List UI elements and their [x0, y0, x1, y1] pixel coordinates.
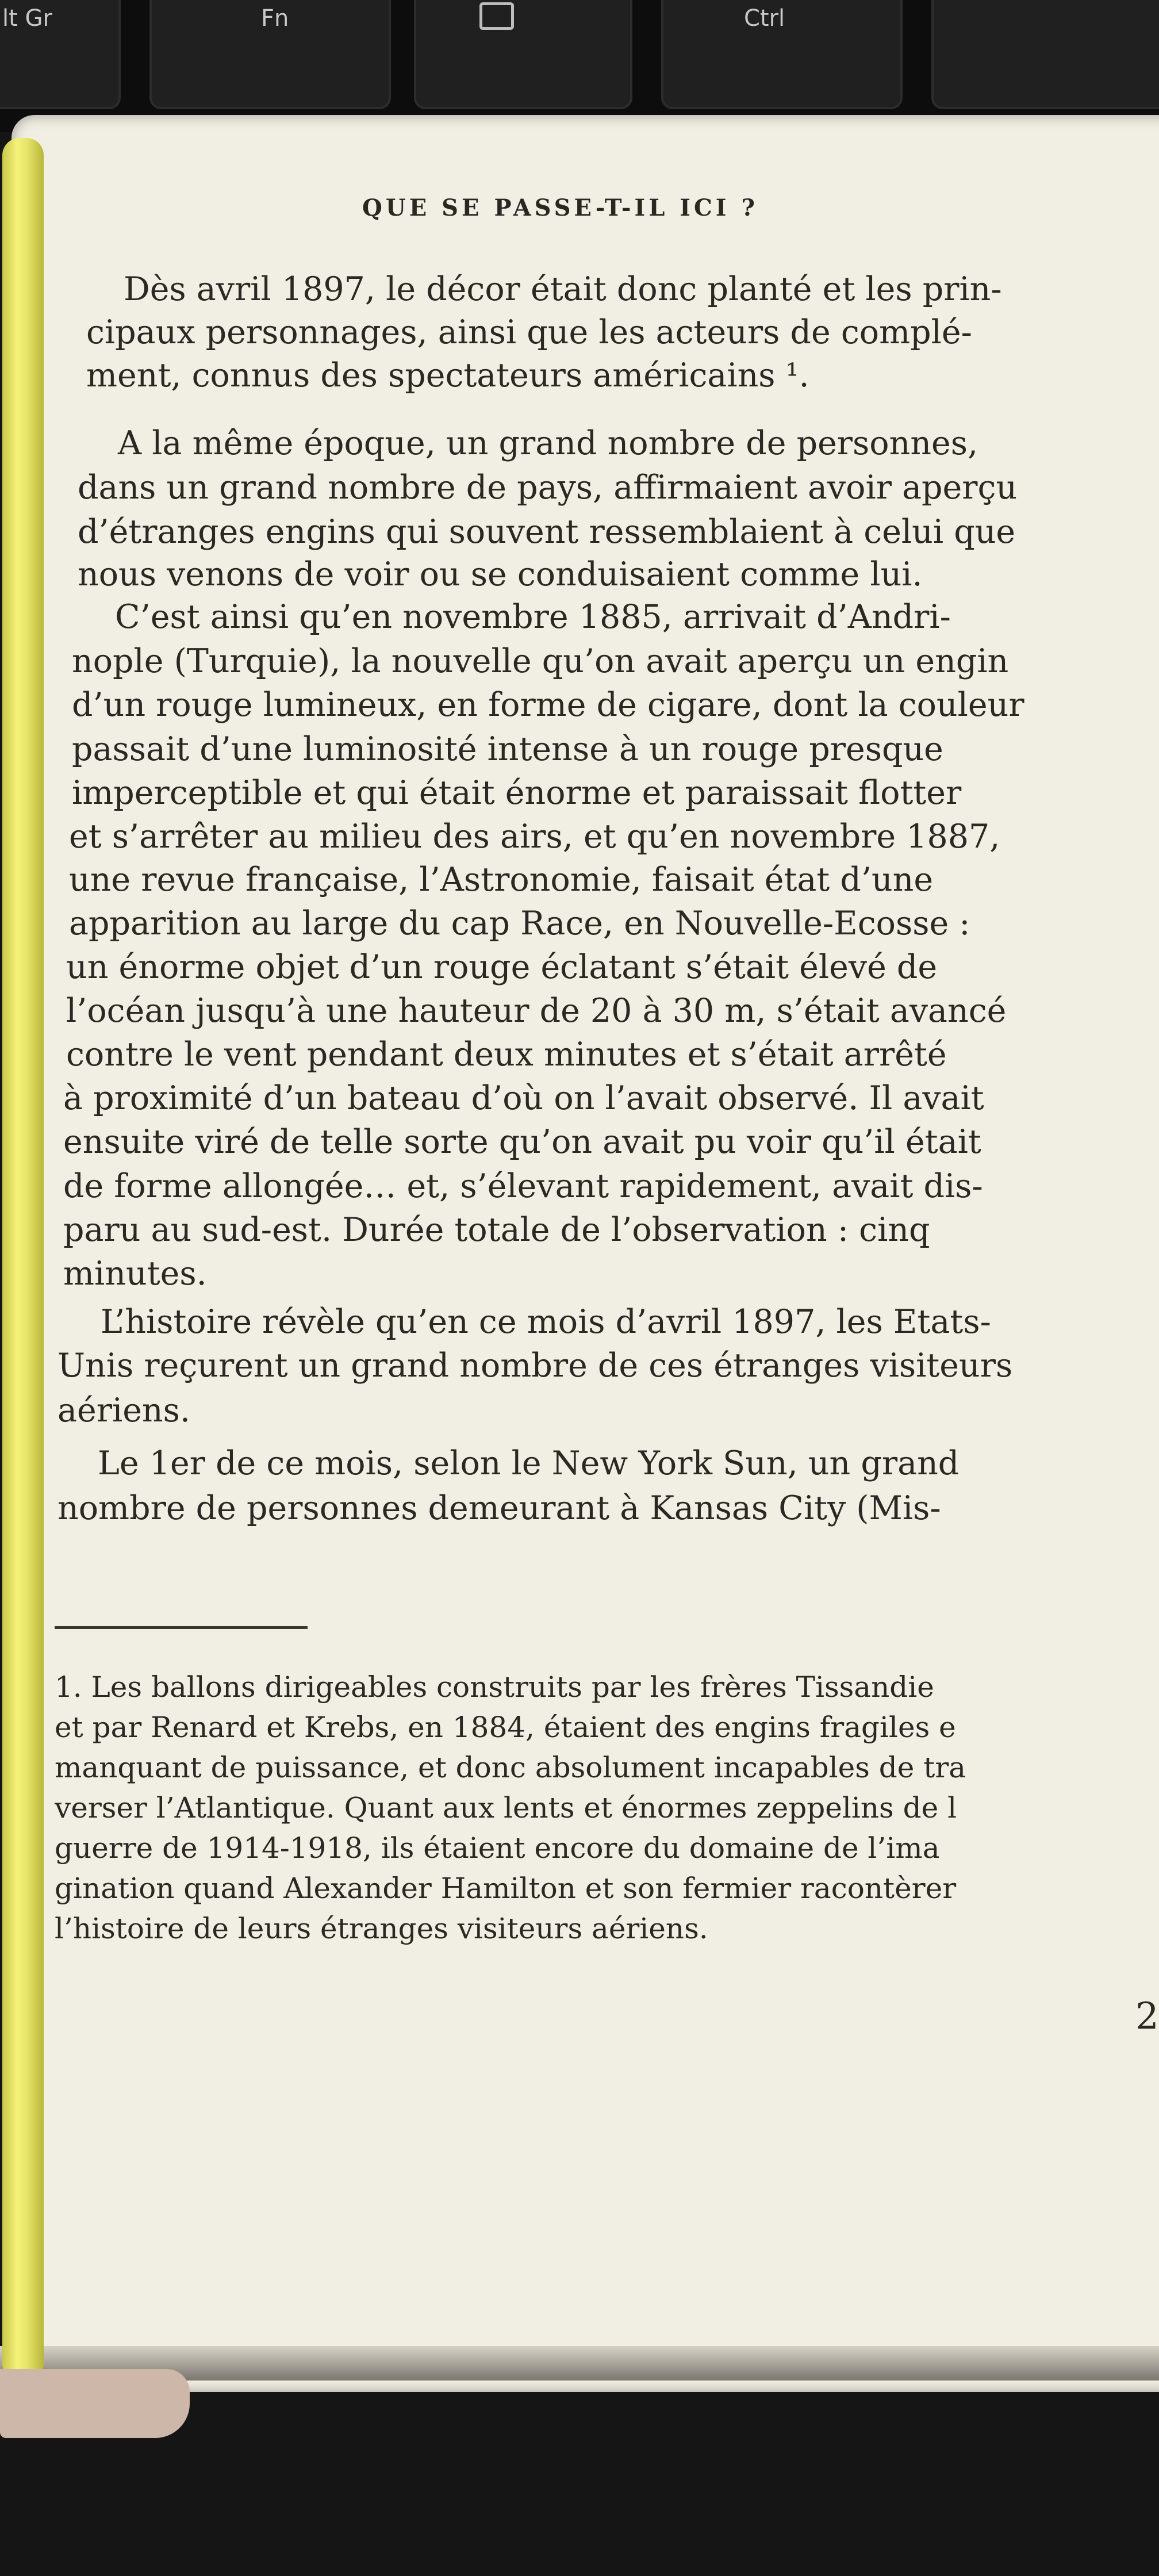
body-line: Dès avril 1897, le décor était donc planté et les prin-: [124, 270, 1002, 308]
key-fn: [149, 0, 391, 109]
body-line: L’histoire révèle qu’en ce mois d’avril 1897, les Etats-: [101, 1303, 991, 1341]
key-menu: [414, 0, 632, 109]
body-line: de forme allongée… et, s’élevant rapidement, avait dis-: [63, 1167, 983, 1205]
body-line: C’est ainsi qu’en novembre 1885, arrivait d’Andri-: [115, 598, 951, 636]
footnote-line: 1. Les ballons dirigeables construits par les frères Tissandie: [55, 1670, 934, 1704]
body-line: minutes.: [63, 1255, 207, 1293]
body-line: d’étranges engins qui souvent ressemblaient à celui que: [78, 513, 1016, 551]
footnote-line: et par Renard et Krebs, en 1884, étaient des engins fragiles e: [55, 1711, 956, 1744]
key-ctrl: [661, 0, 903, 109]
body-line: aériens.: [57, 1392, 191, 1429]
bookmark-ribbon: [2, 138, 44, 2380]
body-line: d’un rouge lumineux, en forme de cigare, dont la couleur: [72, 686, 1024, 724]
footnote-line: gination quand Alexander Hamilton et son fermier racontèrer: [55, 1872, 957, 1905]
key-fn-label: Fn: [261, 5, 289, 32]
keyboard: [0, 0, 1159, 132]
body-line: à proximité d’un bateau d’où on l’avait observé. Il avait: [63, 1079, 984, 1117]
body-line: nombre de personnes demeurant à Kansas City (Mis-: [57, 1489, 941, 1527]
running-head: QUE SE PASSE-T-IL ICI ?: [362, 194, 758, 221]
body-line: passait d’une luminosité intense à un rouge presque: [72, 730, 943, 768]
body-line: A la même époque, un grand nombre de personnes,: [118, 424, 978, 462]
body-line: paru au sud-est. Durée totale de l’observation : cinq: [63, 1211, 930, 1249]
body-line: l’océan jusqu’à une hauteur de 20 à 30 m, s’était avancé: [66, 992, 1007, 1030]
menu-key-icon: [479, 2, 514, 30]
body-line: ment, connus des spectateurs américains ¹.: [86, 356, 809, 394]
footnote-line: manquant de puissance, et donc absolument incapables de tra: [55, 1751, 966, 1784]
body-line: ensuite viré de telle sorte qu’on avait pu voir qu’il était: [63, 1123, 981, 1161]
body-line: apparition au large du cap Race, en Nouvelle-Ecosse :: [69, 904, 970, 942]
body-line: nople (Turquie), la nouvelle qu’on avait aperçu un engin: [72, 642, 1009, 680]
page-number: 2: [1135, 1995, 1159, 2038]
body-line: Le 1er de ce mois, selon le New York Sun, un grand: [98, 1444, 960, 1482]
body-line: contre le vent pendant deux minutes et s’était arrêté: [66, 1036, 947, 1074]
body-line: imperceptible et qui était énorme et paraissait flotter: [72, 774, 962, 812]
body-line: un énorme objet d’un rouge éclatant s’était élevé de: [66, 948, 938, 986]
footnote-line: verser l’Atlantique. Quant aux lents et énormes zeppelins de l: [55, 1791, 957, 1824]
footnote-line: l’histoire de leurs étranges visiteurs aériens.: [55, 1912, 708, 1945]
footnote-rule: [55, 1626, 308, 1629]
key-altgr: [0, 0, 121, 109]
body-line: une revue française, l’Astronomie, faisait état d’une: [69, 861, 934, 899]
body-line: et s’arrêter au milieu des airs, et qu’en novembre 1887,: [69, 818, 1000, 856]
key-ctrl-label: Ctrl: [744, 5, 785, 32]
body-line: cipaux personnages, ainsi que les acteurs de complé-: [86, 313, 972, 351]
body-line: dans un grand nombre de pays, affirmaient avoir aperçu: [78, 469, 1018, 507]
key-blank: [931, 0, 1159, 109]
ribbon-tail: [0, 2369, 190, 2438]
body-line: Unis reçurent un grand nombre de ces étranges visiteurs: [57, 1347, 1013, 1385]
footnote-line: guerre de 1914-1918, ils étaient encore du domaine de l’ima: [55, 1831, 940, 1865]
key-altgr-label: lt Gr: [2, 5, 52, 32]
body-line: nous venons de voir ou se conduisaient comme lui.: [78, 555, 923, 593]
